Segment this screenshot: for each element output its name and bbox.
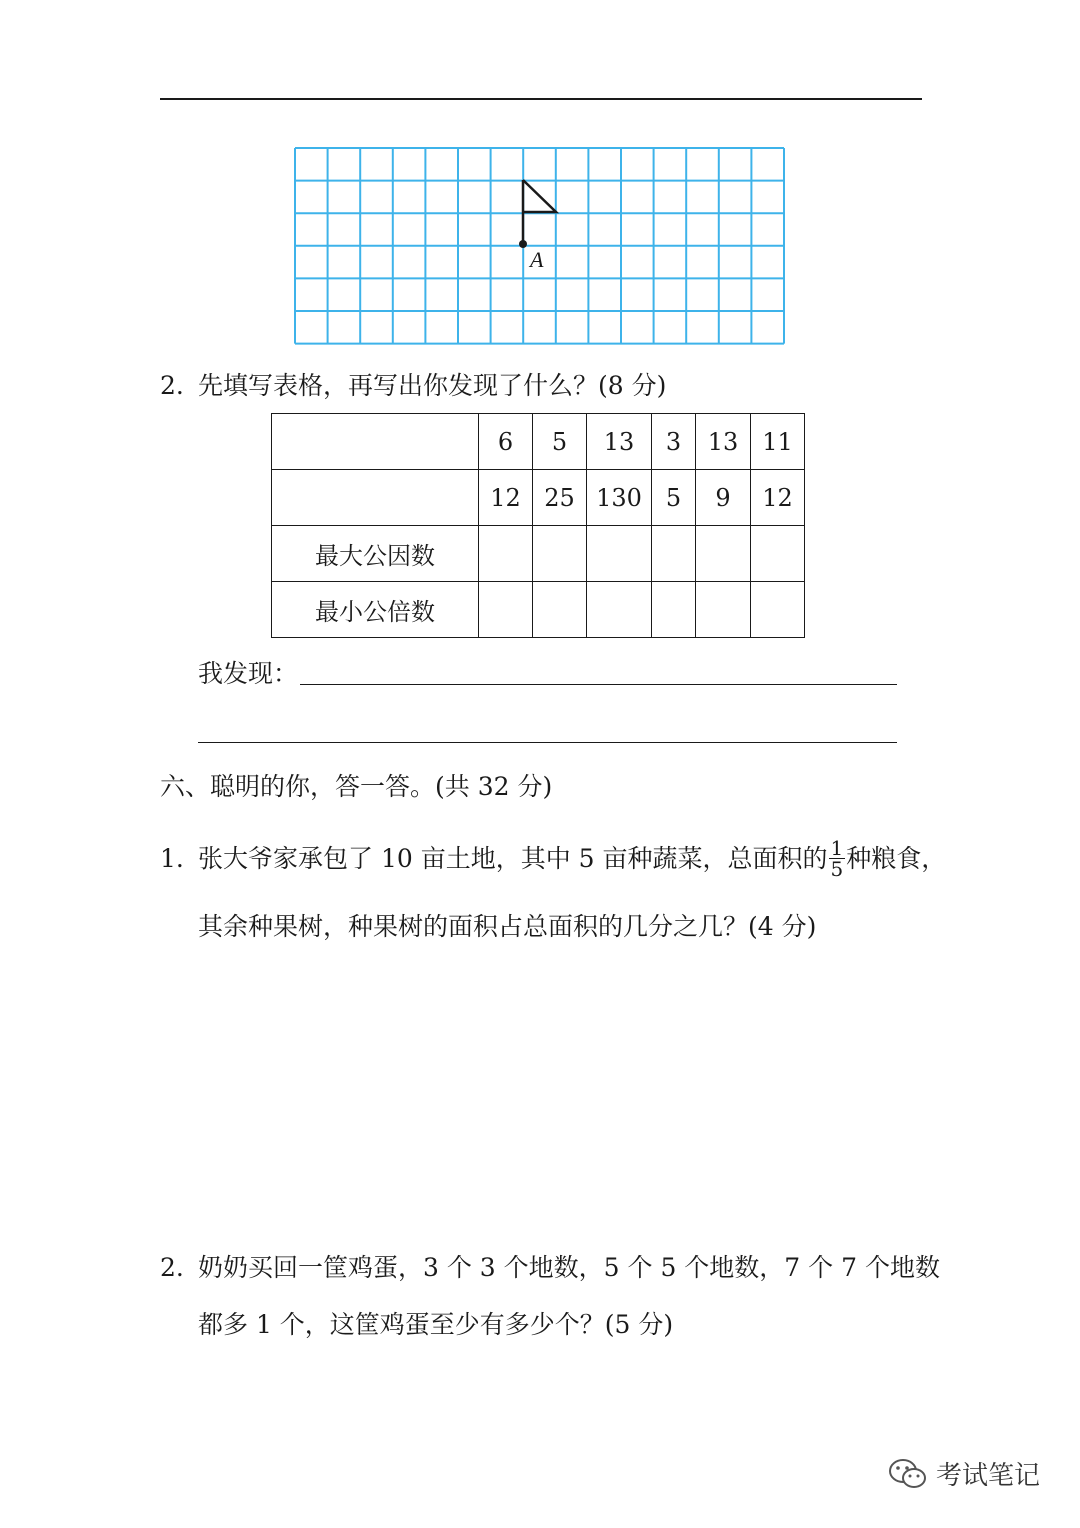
question-number: 2. <box>160 371 184 400</box>
flag-shape <box>523 180 556 244</box>
s6-question-2-line-1 <box>160 1252 940 1284</box>
wechat-icon <box>888 1457 928 1491</box>
table-cell: 11 <box>751 414 805 470</box>
question-text: 张大爷家承包了 10 亩土地，其中 5 亩种蔬菜，总面积的 <box>198 844 828 873</box>
gcd-lcm-table <box>271 413 805 638</box>
question-text: 先填写表格，再写出你发现了什么？(8 分) <box>198 371 667 400</box>
table-cell: 5 <box>652 470 696 526</box>
answer-cell[interactable] <box>587 526 652 582</box>
table-cell: 13 <box>587 414 652 470</box>
point-a-dot <box>519 240 527 248</box>
question-text: 奶奶买回一筐鸡蛋，3 个 3 个地数，5 个 5 个地数，7 个 7 个地数 <box>198 1253 940 1282</box>
table-cell: 13 <box>696 414 751 470</box>
answer-cell[interactable] <box>696 526 751 582</box>
row-label-lcm: 最小公倍数 <box>272 582 479 638</box>
question-number: 1. <box>160 844 184 873</box>
s6-question-1-line-1 <box>160 836 947 881</box>
table-row <box>272 470 805 526</box>
table-cell: 3 <box>652 414 696 470</box>
answer-cell[interactable] <box>533 526 587 582</box>
table-cell: 130 <box>587 470 652 526</box>
answer-cell[interactable] <box>587 582 652 638</box>
header-rule <box>160 98 922 100</box>
row-label-gcd: 最大公因数 <box>272 526 479 582</box>
answer-cell[interactable] <box>533 582 587 638</box>
discovery-answer-line-1[interactable] <box>300 684 897 685</box>
answer-cell[interactable] <box>479 582 533 638</box>
table-row <box>272 526 805 582</box>
answer-cell[interactable] <box>751 582 805 638</box>
fraction-denominator: 5 <box>830 857 844 881</box>
table-row <box>272 582 805 638</box>
answer-cell[interactable] <box>479 526 533 582</box>
table-cell: 25 <box>533 470 587 526</box>
grid-lines <box>295 148 784 344</box>
point-a-label: A <box>530 247 544 272</box>
flag-triangle <box>523 180 556 212</box>
watermark-text: 考试笔记 <box>936 1461 1041 1491</box>
discovery-label: 我发现： <box>198 659 299 688</box>
answer-cell[interactable] <box>696 582 751 638</box>
question-text: 种粮食， <box>846 844 947 873</box>
table-row <box>272 414 805 470</box>
question-number: 2. <box>160 1253 184 1282</box>
discovery-answer-line-2[interactable] <box>198 742 897 743</box>
table-cell <box>272 470 479 526</box>
answer-cell[interactable] <box>751 526 805 582</box>
table-cell: 9 <box>696 470 751 526</box>
s6-question-1-line-2: 其余种果树，种果树的面积占总面积的几分之几？(4 分) <box>198 912 817 941</box>
fraction-numerator: 1 <box>830 836 844 860</box>
watermark <box>888 1455 1040 1492</box>
fraction-one-fifth <box>829 838 846 879</box>
table-cell: 12 <box>751 470 805 526</box>
table-cell: 6 <box>479 414 533 470</box>
table-cell: 12 <box>479 470 533 526</box>
question-2-title <box>160 370 666 402</box>
section-6-title: 六、聪明的你，答一答。(共 32 分) <box>160 772 553 801</box>
answer-cell[interactable] <box>652 582 696 638</box>
table-cell <box>272 414 479 470</box>
table-cell: 5 <box>533 414 587 470</box>
grid-figure <box>290 144 790 348</box>
s6-question-2-line-2: 都多 1 个，这筐鸡蛋至少有多少个？(5 分) <box>198 1310 674 1339</box>
answer-cell[interactable] <box>652 526 696 582</box>
